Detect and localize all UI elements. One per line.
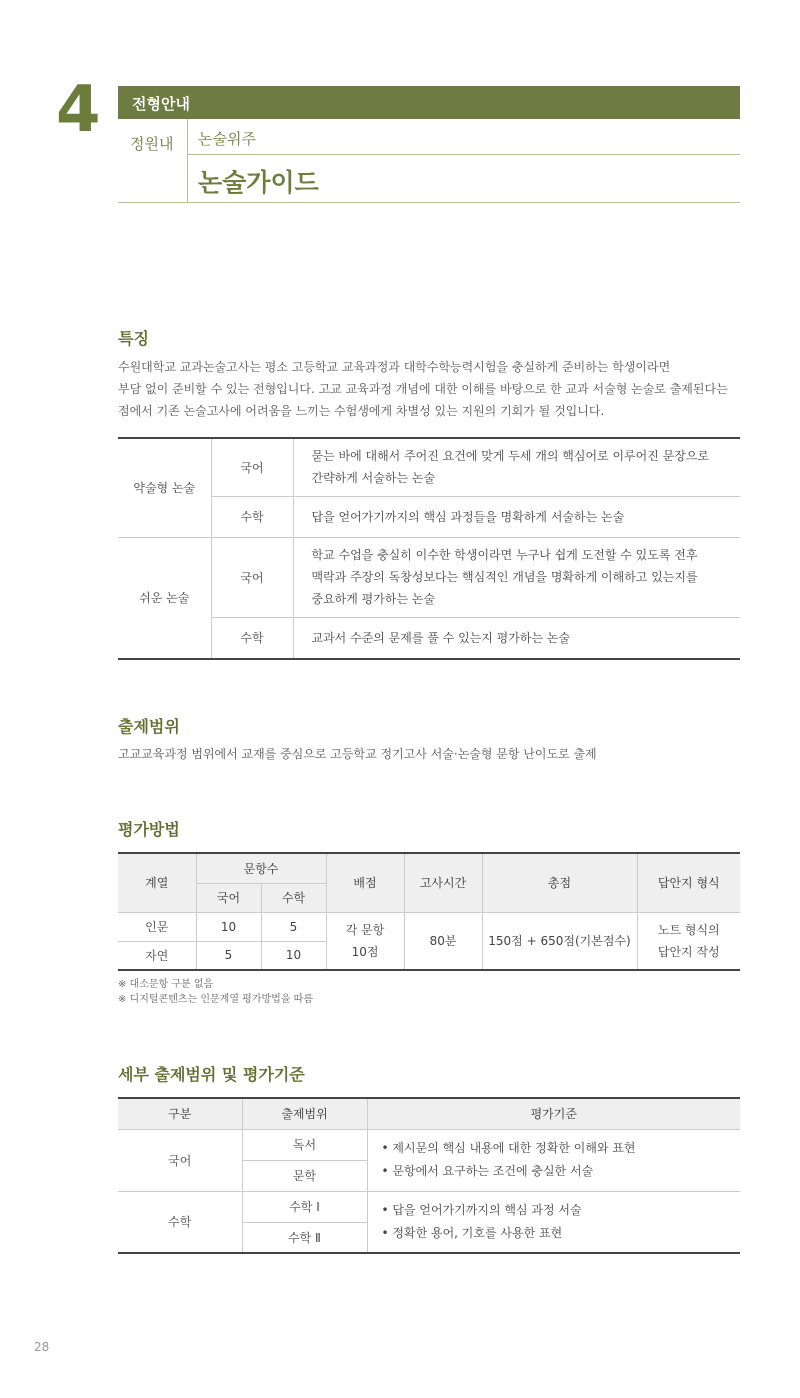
detail-table xyxy=(118,1097,740,1254)
korean-count-cell: 5 xyxy=(196,941,261,970)
features-table xyxy=(118,437,740,660)
total-cell: 150점 + 650점(기본점수) xyxy=(482,912,637,970)
detail-title: 세부 출제범위 및 평가기준 xyxy=(118,1065,305,1084)
features-paragraph xyxy=(118,356,740,422)
table-row xyxy=(118,617,740,659)
criteria-line: • 제시문의 핵심 내용에 대한 정확한 이해와 표현 xyxy=(381,1141,636,1155)
description-cell xyxy=(293,537,740,617)
header-time: 고사시간 xyxy=(404,853,482,912)
category-cell: 국어 xyxy=(118,1129,242,1191)
table-row xyxy=(118,537,740,617)
note-line: ※ 대소문항 구분 없음 xyxy=(118,979,214,990)
answer-form-line: 노트 형식의 xyxy=(657,922,720,937)
description-cell xyxy=(293,496,740,537)
math-count-cell: 5 xyxy=(261,912,326,941)
features-line: 점에서 기존 논술고사에 어려움을 느끼는 수험생에게 차별성 있는 지원의 기회가 될 것입니다. xyxy=(118,404,605,418)
evaluation-table xyxy=(118,852,740,971)
header-category: 구분 xyxy=(118,1098,242,1129)
description-line: 간략하게 서술하는 논술 xyxy=(311,471,436,486)
table-header-row xyxy=(118,1098,740,1129)
criteria-cell xyxy=(367,1129,740,1191)
range-cell: 수학 Ⅱ xyxy=(242,1222,367,1253)
table-row xyxy=(118,1129,740,1160)
features-line: 부담 없이 준비할 수 있는 전형입니다. 고교 교육과정 개념에 대한 이해를 바탕으로 한 교과 서술형 논술로 출제된다는 xyxy=(118,382,728,396)
subject-cell: 수학 xyxy=(211,617,293,659)
admission-category-label: 논술위주 xyxy=(188,119,740,155)
evaluation-notes xyxy=(118,977,313,1007)
range-cell: 독서 xyxy=(242,1129,367,1160)
header-subsection xyxy=(118,119,740,203)
criteria-line: • 문항에서 요구하는 조건에 충실한 서술 xyxy=(381,1164,594,1178)
korean-count-cell: 10 xyxy=(196,912,261,941)
header-answer-form: 답안지 형식 xyxy=(637,853,740,912)
table-row xyxy=(118,912,740,941)
page-number: 28 xyxy=(34,1340,50,1354)
header-criteria: 평가기준 xyxy=(367,1098,740,1129)
criteria-cell xyxy=(367,1191,740,1253)
subject-cell: 국어 xyxy=(211,537,293,617)
subject-cell: 수학 xyxy=(211,496,293,537)
points-line: 각 문항 xyxy=(345,922,385,937)
description-line: 교과서 수준의 문제를 풀 수 있는지 평가하는 논술 xyxy=(311,630,571,645)
math-count-cell: 10 xyxy=(261,941,326,970)
header-korean: 국어 xyxy=(196,883,261,912)
points-cell xyxy=(326,912,404,970)
header-track: 계열 xyxy=(118,853,196,912)
essay-type-cell: 약술형 논술 xyxy=(118,438,211,537)
table-row xyxy=(118,496,740,537)
features-title: 특징 xyxy=(118,329,149,348)
category-cell: 수학 xyxy=(118,1191,242,1253)
time-cell: 80분 xyxy=(404,912,482,970)
description-line: 학교 수업을 충실히 이수한 학생이라면 누구나 쉽게 도전할 수 있도록 전후 xyxy=(311,548,698,562)
criteria-line: • 정확한 용어, 기호를 사용한 표현 xyxy=(381,1225,563,1240)
table-row xyxy=(118,1191,740,1222)
scope-text: 고교교육과정 범위에서 교재를 중심으로 고등학교 정기고사 서술·논술형 문항 난이도로 출제 xyxy=(118,747,597,761)
description-line: 묻는 바에 대해서 주어진 요건에 맞게 두세 개의 핵심어로 이루어진 문장으로 xyxy=(311,449,709,464)
range-cell: 수학 Ⅰ xyxy=(242,1191,367,1222)
table-row xyxy=(118,438,740,496)
description-cell xyxy=(293,438,740,496)
header-total: 총점 xyxy=(482,853,637,912)
description-line: 맥락과 주장의 독창성보다는 핵심적인 개념을 명확하게 이해하고 있는지를 xyxy=(311,570,698,584)
answer-form-line: 답안지 작성 xyxy=(657,944,720,959)
subject-cell: 국어 xyxy=(211,438,293,496)
table-header-row xyxy=(118,853,740,883)
range-cell: 문학 xyxy=(242,1160,367,1191)
track-cell: 인문 xyxy=(118,912,196,941)
essay-type-cell: 쉬운 논술 xyxy=(118,537,211,659)
header-range: 출제범위 xyxy=(242,1098,367,1129)
section-header-bar: 전형안내 xyxy=(118,86,740,119)
answer-form-cell xyxy=(637,912,740,970)
track-cell: 자연 xyxy=(118,941,196,970)
chapter-number: 4 xyxy=(56,73,101,147)
header-points: 배점 xyxy=(326,853,404,912)
scope-title: 출제범위 xyxy=(118,717,180,736)
features-line: 수원대학교 교과논술고사는 평소 고등학교 교육과정과 대학수학능력시험을 충실하게 준비하는 학생이라면 xyxy=(118,360,671,374)
criteria-line: • 답을 얻어가기까지의 핵심 과정 서술 xyxy=(381,1202,582,1217)
header-questions: 문항수 xyxy=(196,853,326,883)
header-math: 수학 xyxy=(261,883,326,912)
page-title: 논술가이드 xyxy=(198,168,319,197)
description-line: 중요하게 평가하는 논술 xyxy=(311,592,436,606)
description-cell xyxy=(293,617,740,659)
admission-type-label: 정원내 xyxy=(118,119,188,203)
points-line: 10점 xyxy=(351,944,379,959)
evaluation-title: 평가방법 xyxy=(118,820,180,839)
description-line: 답을 얻어가기까지의 핵심 과정들을 명확하게 서술하는 논술 xyxy=(311,509,625,524)
note-line: ※ 디지털콘텐츠는 인문계열 평가방법을 따름 xyxy=(118,994,313,1005)
